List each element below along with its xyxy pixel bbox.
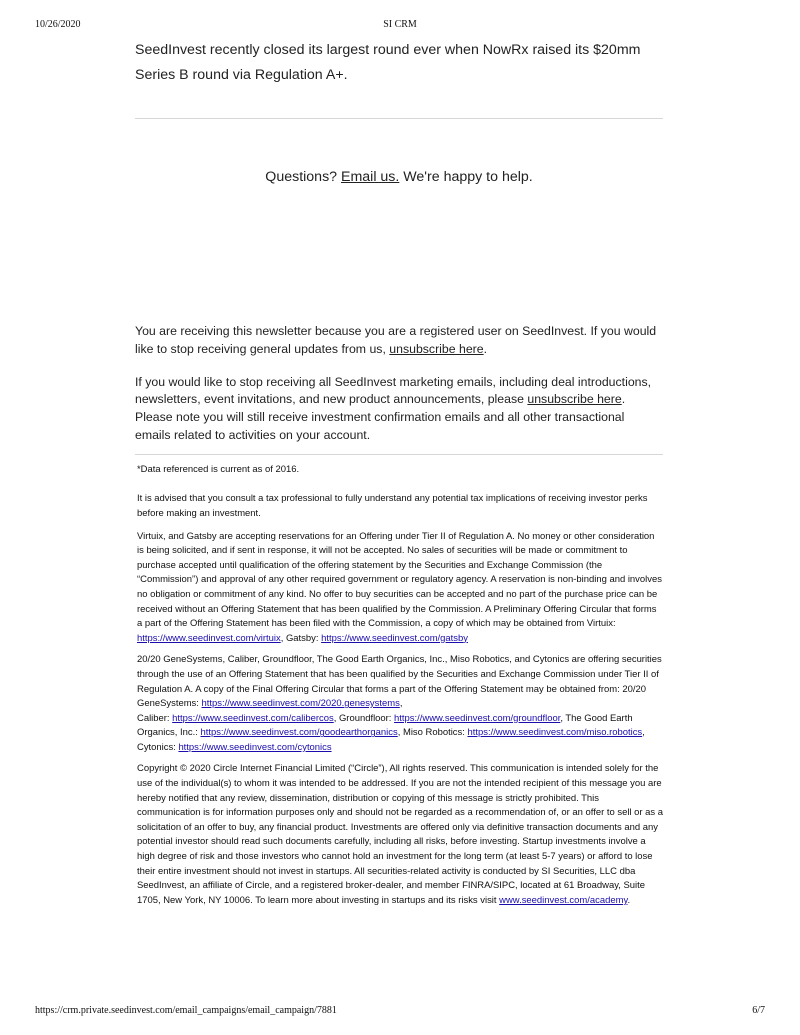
copyright-end: . (627, 894, 631, 906)
marketing-notice-end: . Please note you will still receive investment confirmation emails and all other transactional emails related to activities on your account. (135, 392, 626, 442)
gatsby-link[interactable]: https://www.seedinvest.com/gatsby (321, 632, 468, 644)
academy-link[interactable]: www.seedinvest.com/academy (499, 894, 628, 906)
unsubscribe-all-link[interactable]: unsubscribe here (527, 392, 622, 407)
questions-suffix: We're happy to help. (399, 169, 533, 185)
section-divider (135, 118, 663, 119)
caliber-link[interactable]: https://www.seedinvest.com/calibercos (172, 712, 334, 724)
print-header (0, 19, 800, 33)
copyright-notice (135, 762, 663, 908)
virtuix-link[interactable]: https://www.seedinvest.com/virtuix (137, 632, 281, 644)
marketing-notice-text: If you would like to stop receiving all SeedInvest marketing emails, including deal introductions, newsletters, event invitations, and new product announcements, please (135, 374, 652, 407)
genesystems-link[interactable]: https://www.seedinvest.com/2020.genesystems (201, 698, 400, 710)
offering-disclaimer: 20/20 GeneSystems, Caliber, Groundfloor, The Good Earth Organics, Inc., Miso Robotics, and Cytonics are offering securities through the use of an Offering Statement that has been qualified by the Securities and Exchange Commission under Tier II of Regulation A. A copy of the Final Offering Circular that forms a part of the Offering Statement may be obtained from: 20/20 GeneSystems: https://www.seedinvest.com/2020.genesystems, Caliber: https://www.seedinvest.com/calibercos, Groundfloor: https://www.seedinvest.com/groundfloor, The Good Earth Organics, Inc.: https://www.seedinvest.com/goodearthorganics, Miso Robotics: https://www.seedinvest.com/miso.robotics, Cytonics: https://www.seedinvest.com/cytonics (137, 654, 662, 753)
goodearth-label: , The Good Earth Organics, Inc.: (137, 712, 633, 739)
tax-note: It is advised that you consult a tax professional to fully understand any potential tax implications of receiving investor perks before making an investment. (137, 493, 648, 519)
newsletter-notice (135, 323, 663, 359)
print-date: 10/26/2020 (35, 19, 81, 30)
offering-text: 20/20 GeneSystems, Caliber, Groundfloor, The Good Earth Organics, Inc., Miso Robotics, and Cytonics are offering securities through the use of an Offering Statement that has been qualified by the Securities and Exchange Commission under Tier II of Regulation A. A copy of the Final Offering Circular that forms a part of the Offering Statement may be obtained from: 20/20 GeneSystems: (137, 654, 662, 710)
copyright-text: Copyright © 2020 Circle Internet Financial Limited (“Circle”), All rights reserved. This communication is intended solely for the use of the individual(s) to whom it was intended to be addressed. If you are not the intended recipient of this message you are hereby notified that any review, dissemination, distribution or copying of this message is strictly prohibited. This communication is for information purposes only and should not be regarded as a recommendation of, or an offer to sell or as a solicitation of an offer to buy, any financial product. Investments are offered only via definitive transaction documents and any potential investor should read such documents carefully, including all risks, before investing. Startup investments involve a high degree of risk and those investors who cannot hold an investment for the long term (at least 5-7 years) or afford to lose their entire investment should not invest in startups. All securities-related activity is conducted by SI Securities, LLC dba SeedInvest, an affiliate of Circle, and a registered broker-dealer, and member FINRA/SIPC, located at 61 Broadway, Suite 1705, New York, NY 10006. To learn more about investing in startups and its risks visit (137, 763, 663, 906)
groundfloor-label: , Groundfloor: (333, 712, 395, 724)
miso-label: , Miso Robotics: (397, 727, 468, 739)
questions-prefix: Questions? (265, 169, 341, 185)
caliber-label: Caliber: (137, 712, 173, 724)
gatsby-label: , Gatsby: (280, 632, 322, 644)
page-number: 6/7 (752, 1005, 765, 1016)
marketing-notice (135, 374, 663, 445)
data-note: *Data referenced is current as of 2016. (137, 463, 300, 475)
tier2-reservation-disclaimer (135, 530, 663, 647)
intro-paragraph: SeedInvest recently closed its largest round ever when NowRx raised its $20mm Series B round via Regulation A+. (135, 42, 641, 83)
tier2-text: Virtuix, and Gatsby are accepting reservations for an Offering under Tier II of Regulation A. No money or other consideration is being solicited, and if sent in response, it will not be accepted. No sales of securities will be made or commitment to purchase accepted until qualification of the offering statement by the Securities and Exchange Commission (the “Commission”) and approval of any other required government or regulatory agency. A reservation is non-binding and involves no obligation or commitment of any kind. No offer to buy securities can be accepted and no part of the purchase price can be received without an Offering Statement that has been qualified by the Commission. A Preliminary Offering Circular that forms a part of the Offering Statement has been filed with the Commission, a copy of which may be obtained from Virtuix: (137, 530, 662, 630)
email-us-link[interactable]: Email us. (341, 169, 400, 185)
unsubscribe-general-link[interactable]: unsubscribe here (389, 341, 484, 356)
cytonics-link[interactable]: https://www.seedinvest.com/cytonics (178, 741, 332, 753)
cytonics-label: , Cytonics: (137, 727, 645, 753)
print-title: SI CRM (383, 19, 417, 30)
print-footer (0, 1005, 800, 1019)
legal-divider (135, 454, 663, 455)
newsletter-notice-text: You are receiving this newsletter because you are a registered user on SeedInvest. If you would like to stop receiving general updates from us, (135, 324, 657, 356)
newsletter-notice-end: . (483, 341, 488, 356)
questions-line (135, 169, 663, 185)
goodearth-link[interactable]: https://www.seedinvest.com/goodearthorganics (200, 727, 398, 739)
groundfloor-link[interactable]: https://www.seedinvest.com/groundfloor (394, 712, 561, 724)
miso-link[interactable]: https://www.seedinvest.com/miso.robotics (467, 727, 643, 739)
email-body (135, 38, 663, 908)
print-url: https://crm.private.seedinvest.com/email_campaigns/email_campaign/7881 (35, 1005, 337, 1016)
